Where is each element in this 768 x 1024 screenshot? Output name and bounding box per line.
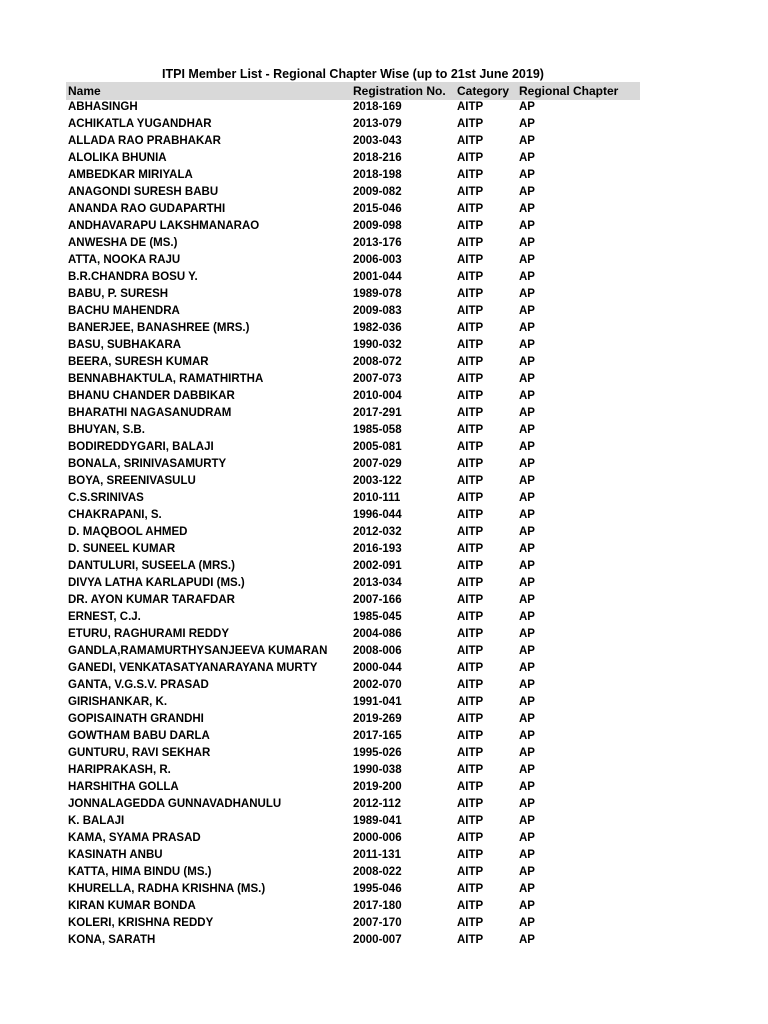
- regional-chapter: AP: [519, 764, 535, 776]
- registration-no: 2008-072: [353, 356, 402, 368]
- registration-no: 2009-098: [353, 220, 402, 232]
- regional-chapter: AP: [519, 254, 535, 266]
- registration-no: 1985-058: [353, 424, 402, 436]
- registration-no: 2007-029: [353, 458, 402, 470]
- registration-no: 2010-004: [353, 390, 402, 402]
- category: AITP: [457, 220, 484, 232]
- category: AITP: [457, 237, 484, 249]
- member-name: ANAGONDI SURESH BABU: [68, 186, 219, 198]
- regional-chapter: AP: [519, 628, 535, 640]
- regional-chapter: AP: [519, 883, 535, 895]
- member-name: GANTA, V.G.S.V. PRASAD: [68, 679, 209, 691]
- registration-no: 2009-082: [353, 186, 402, 198]
- member-name: D. MAQBOOL AHMED: [68, 526, 188, 538]
- regional-chapter: AP: [519, 288, 535, 300]
- registration-no: 1989-078: [353, 288, 402, 300]
- table-row: [66, 779, 640, 796]
- member-name: ETURU, RAGHURAMI REDDY: [68, 628, 229, 640]
- table-row: [66, 881, 640, 898]
- member-name: ALOLIKA BHUNIA: [68, 152, 167, 164]
- member-name: ALLADA RAO PRABHAKAR: [68, 135, 221, 147]
- category: AITP: [457, 577, 484, 589]
- registration-no: 2011-131: [353, 849, 401, 861]
- regional-chapter: AP: [519, 135, 535, 147]
- regional-chapter: AP: [519, 441, 535, 453]
- table-row: [66, 643, 640, 660]
- regional-chapter: AP: [519, 645, 535, 657]
- registration-no: 2013-079: [353, 118, 402, 130]
- category: AITP: [457, 135, 484, 147]
- registration-no: 1995-026: [353, 747, 402, 759]
- member-name: ANWESHA DE (MS.): [68, 237, 178, 249]
- page-title: ITPI Member List - Regional Chapter Wise (up to 21st June 2019): [162, 67, 544, 81]
- member-name: ACHIKATLA YUGANDHAR: [68, 118, 212, 130]
- regional-chapter: AP: [519, 373, 535, 385]
- member-name: K. BALAJI: [68, 815, 125, 827]
- registration-no: 2015-046: [353, 203, 402, 215]
- regional-chapter: AP: [519, 543, 535, 555]
- category: AITP: [457, 730, 484, 742]
- category: AITP: [457, 509, 484, 521]
- category: AITP: [457, 526, 484, 538]
- category: AITP: [457, 203, 484, 215]
- member-name: BABU, P. SURESH: [68, 288, 169, 300]
- category: AITP: [457, 101, 484, 113]
- table-row: [66, 864, 640, 881]
- table-row: [66, 456, 640, 473]
- header-regional-chapter: Regional Chapter: [519, 84, 619, 98]
- member-name: ERNEST, C.J.: [68, 611, 141, 623]
- table-row: [66, 847, 640, 864]
- category: AITP: [457, 169, 484, 181]
- member-name: BACHU MAHENDRA: [68, 305, 180, 317]
- table-row: [66, 218, 640, 235]
- category: AITP: [457, 305, 484, 317]
- table-row: [66, 320, 640, 337]
- table-row: [66, 728, 640, 745]
- member-name: KONA, SARATH: [68, 934, 156, 946]
- member-name: GUNTURU, RAVI SEKHAR: [68, 747, 211, 759]
- table-row: [66, 388, 640, 405]
- member-name: ATTA, NOOKA RAJU: [68, 254, 181, 266]
- category: AITP: [457, 186, 484, 198]
- member-name: DIVYA LATHA KARLAPUDI (MS.): [68, 577, 245, 589]
- regional-chapter: AP: [519, 662, 535, 674]
- registration-no: 1985-045: [353, 611, 402, 623]
- category: AITP: [457, 594, 484, 606]
- table-row: [66, 286, 640, 303]
- regional-chapter: AP: [519, 747, 535, 759]
- member-name: BEERA, SURESH KUMAR: [68, 356, 209, 368]
- registration-no: 2016-193: [353, 543, 402, 555]
- regional-chapter: AP: [519, 458, 535, 470]
- regional-chapter: AP: [519, 101, 535, 113]
- member-name: ABHASINGH: [68, 101, 138, 113]
- registration-no: 1996-044: [353, 509, 402, 521]
- regional-chapter: AP: [519, 866, 535, 878]
- category: AITP: [457, 441, 484, 453]
- category: AITP: [457, 288, 484, 300]
- regional-chapter: AP: [519, 152, 535, 164]
- category: AITP: [457, 645, 484, 657]
- table-row: [66, 660, 640, 677]
- member-name: JONNALAGEDDA GUNNAVADHANULU: [68, 798, 282, 810]
- regional-chapter: AP: [519, 356, 535, 368]
- category: AITP: [457, 815, 484, 827]
- table-row: [66, 337, 640, 354]
- table-row: [66, 473, 640, 490]
- member-name: BONALA, SRINIVASAMURTY: [68, 458, 227, 470]
- regional-chapter: AP: [519, 526, 535, 538]
- member-name: AMBEDKAR MIRIYALA: [68, 169, 193, 181]
- category: AITP: [457, 356, 484, 368]
- category: AITP: [457, 543, 484, 555]
- registration-no: 2004-086: [353, 628, 402, 640]
- regional-chapter: AP: [519, 492, 535, 504]
- registration-no: 2017-180: [353, 900, 402, 912]
- registration-no: 2008-006: [353, 645, 402, 657]
- regional-chapter: AP: [519, 798, 535, 810]
- member-name: BOYA, SREENIVASULU: [68, 475, 196, 487]
- category: AITP: [457, 934, 484, 946]
- regional-chapter: AP: [519, 424, 535, 436]
- regional-chapter: AP: [519, 815, 535, 827]
- regional-chapter: AP: [519, 781, 535, 793]
- table-row: [66, 745, 640, 762]
- category: AITP: [457, 747, 484, 759]
- category: AITP: [457, 118, 484, 130]
- table-row: [66, 184, 640, 201]
- regional-chapter: AP: [519, 679, 535, 691]
- category: AITP: [457, 271, 484, 283]
- table-row: [66, 133, 640, 150]
- table-row: [66, 150, 640, 167]
- category: AITP: [457, 560, 484, 572]
- registration-no: 2018-198: [353, 169, 402, 181]
- table-row: [66, 932, 640, 949]
- table-row: [66, 609, 640, 626]
- member-name: BODIREDDYGARI, BALAJI: [68, 441, 214, 453]
- table-row: [66, 575, 640, 592]
- member-name: C.S.SRINIVAS: [68, 492, 144, 504]
- category: AITP: [457, 866, 484, 878]
- regional-chapter: AP: [519, 509, 535, 521]
- member-name: BENNABHAKTULA, RAMATHIRTHA: [68, 373, 264, 385]
- registration-no: 2009-083: [353, 305, 402, 317]
- regional-chapter: AP: [519, 220, 535, 232]
- regional-chapter: AP: [519, 169, 535, 181]
- category: AITP: [457, 832, 484, 844]
- regional-chapter: AP: [519, 900, 535, 912]
- registration-no: 2006-003: [353, 254, 402, 266]
- category: AITP: [457, 798, 484, 810]
- registration-no: 1991-041: [353, 696, 402, 708]
- category: AITP: [457, 883, 484, 895]
- member-name: DR. AYON KUMAR TARAFDAR: [68, 594, 235, 606]
- regional-chapter: AP: [519, 339, 535, 351]
- table-row: [66, 677, 640, 694]
- category: AITP: [457, 322, 484, 334]
- regional-chapter: AP: [519, 118, 535, 130]
- category: AITP: [457, 849, 484, 861]
- regional-chapter: AP: [519, 560, 535, 572]
- category: AITP: [457, 458, 484, 470]
- registration-no: 2018-216: [353, 152, 402, 164]
- member-name: KHURELLA, RADHA KRISHNA (MS.): [68, 883, 266, 895]
- member-name: DANTULURI, SUSEELA (MRS.): [68, 560, 235, 572]
- category: AITP: [457, 254, 484, 266]
- table-row: [66, 541, 640, 558]
- registration-no: 2001-044: [353, 271, 402, 283]
- member-name: GIRISHANKAR, K.: [68, 696, 168, 708]
- table-row: [66, 252, 640, 269]
- table-header-row: [66, 82, 640, 100]
- regional-chapter: AP: [519, 934, 535, 946]
- table-row: [66, 796, 640, 813]
- table-row: [66, 167, 640, 184]
- regional-chapter: AP: [519, 577, 535, 589]
- table-row: [66, 898, 640, 915]
- header-registration-no: Registration No.: [353, 84, 446, 98]
- table-row: [66, 235, 640, 252]
- category: AITP: [457, 475, 484, 487]
- category: AITP: [457, 713, 484, 725]
- table-row: [66, 558, 640, 575]
- regional-chapter: AP: [519, 475, 535, 487]
- table-row: [66, 711, 640, 728]
- registration-no: 2003-043: [353, 135, 402, 147]
- regional-chapter: AP: [519, 305, 535, 317]
- registration-no: 2002-070: [353, 679, 402, 691]
- member-name: KIRAN KUMAR BONDA: [68, 900, 196, 912]
- registration-no: 2007-166: [353, 594, 402, 606]
- registration-no: 2003-122: [353, 475, 402, 487]
- registration-no: 2007-073: [353, 373, 402, 385]
- header-name: Name: [68, 84, 101, 98]
- table-row: [66, 762, 640, 779]
- table-row: [66, 439, 640, 456]
- member-name: KAMA, SYAMA PRASAD: [68, 832, 201, 844]
- regional-chapter: AP: [519, 594, 535, 606]
- category: AITP: [457, 373, 484, 385]
- member-name: BANERJEE, BANASHREE (MRS.): [68, 322, 250, 334]
- registration-no: 2013-176: [353, 237, 402, 249]
- regional-chapter: AP: [519, 713, 535, 725]
- registration-no: 1995-046: [353, 883, 402, 895]
- registration-no: 2000-007: [353, 934, 402, 946]
- table-row: [66, 694, 640, 711]
- regional-chapter: AP: [519, 203, 535, 215]
- member-name: HARIPRAKASH, R.: [68, 764, 171, 776]
- category: AITP: [457, 152, 484, 164]
- member-name: GANEDI, VENKATASATYANARAYANA MURTY: [68, 662, 318, 674]
- regional-chapter: AP: [519, 917, 535, 929]
- category: AITP: [457, 764, 484, 776]
- registration-no: 1982-036: [353, 322, 402, 334]
- table-row: [66, 915, 640, 932]
- category: AITP: [457, 628, 484, 640]
- table-row: [66, 507, 640, 524]
- registration-no: 2000-006: [353, 832, 402, 844]
- member-name: KATTA, HIMA BINDU (MS.): [68, 866, 212, 878]
- table-row: [66, 490, 640, 507]
- member-name: BHARATHI NAGASANUDRAM: [68, 407, 232, 419]
- registration-no: 1990-038: [353, 764, 402, 776]
- member-name: BASU, SUBHAKARA: [68, 339, 182, 351]
- registration-no: 2002-091: [353, 560, 402, 572]
- regional-chapter: AP: [519, 730, 535, 742]
- registration-no: 2012-032: [353, 526, 402, 538]
- regional-chapter: AP: [519, 271, 535, 283]
- table-row: [66, 116, 640, 133]
- registration-no: 2017-291: [353, 407, 402, 419]
- table-row: [66, 830, 640, 847]
- member-table-body: [66, 99, 640, 949]
- table-row: [66, 422, 640, 439]
- member-name: B.R.CHANDRA BOSU Y.: [68, 271, 198, 283]
- category: AITP: [457, 900, 484, 912]
- regional-chapter: AP: [519, 407, 535, 419]
- regional-chapter: AP: [519, 186, 535, 198]
- registration-no: 2008-022: [353, 866, 402, 878]
- regional-chapter: AP: [519, 611, 535, 623]
- category: AITP: [457, 390, 484, 402]
- category: AITP: [457, 492, 484, 504]
- table-row: [66, 524, 640, 541]
- member-name: ANANDA RAO GUDAPARTHI: [68, 203, 226, 215]
- member-name: GANDLA,RAMAMURTHYSANJEEVA KUMARAN: [68, 645, 328, 657]
- category: AITP: [457, 917, 484, 929]
- table-row: [66, 592, 640, 609]
- category: AITP: [457, 339, 484, 351]
- registration-no: 2017-165: [353, 730, 402, 742]
- member-name: GOWTHAM BABU DARLA: [68, 730, 210, 742]
- table-row: [66, 405, 640, 422]
- registration-no: 2019-269: [353, 713, 402, 725]
- regional-chapter: AP: [519, 322, 535, 334]
- member-name: KASINATH ANBU: [68, 849, 163, 861]
- member-name: ANDHAVARAPU LAKSHMANARAO: [68, 220, 260, 232]
- member-name: BHUYAN, S.B.: [68, 424, 145, 436]
- member-name: BHANU CHANDER DABBIKAR: [68, 390, 235, 402]
- table-row: [66, 269, 640, 286]
- regional-chapter: AP: [519, 390, 535, 402]
- category: AITP: [457, 679, 484, 691]
- table-row: [66, 99, 640, 116]
- member-name: GOPISAINATH GRANDHI: [68, 713, 204, 725]
- table-row: [66, 201, 640, 218]
- table-row: [66, 626, 640, 643]
- regional-chapter: AP: [519, 849, 535, 861]
- regional-chapter: AP: [519, 237, 535, 249]
- registration-no: 1989-041: [353, 815, 402, 827]
- registration-no: 2019-200: [353, 781, 402, 793]
- registration-no: 2005-081: [353, 441, 402, 453]
- registration-no: 2018-169: [353, 101, 402, 113]
- registration-no: 1990-032: [353, 339, 402, 351]
- registration-no: 2007-170: [353, 917, 402, 929]
- registration-no: 2010-111: [353, 492, 401, 504]
- category: AITP: [457, 696, 484, 708]
- member-name: KOLERI, KRISHNA REDDY: [68, 917, 214, 929]
- category: AITP: [457, 662, 484, 674]
- category: AITP: [457, 611, 484, 623]
- header-category: Category: [457, 84, 510, 98]
- registration-no: 2013-034: [353, 577, 402, 589]
- member-name: HARSHITHA GOLLA: [68, 781, 179, 793]
- member-name: CHAKRAPANI, S.: [68, 509, 162, 521]
- regional-chapter: AP: [519, 696, 535, 708]
- member-name: D. SUNEEL KUMAR: [68, 543, 176, 555]
- table-row: [66, 354, 640, 371]
- category: AITP: [457, 781, 484, 793]
- category: AITP: [457, 407, 484, 419]
- regional-chapter: AP: [519, 832, 535, 844]
- table-row: [66, 371, 640, 388]
- table-row: [66, 303, 640, 320]
- table-row: [66, 813, 640, 830]
- category: AITP: [457, 424, 484, 436]
- registration-no: 2000-044: [353, 662, 402, 674]
- registration-no: 2012-112: [353, 798, 401, 810]
